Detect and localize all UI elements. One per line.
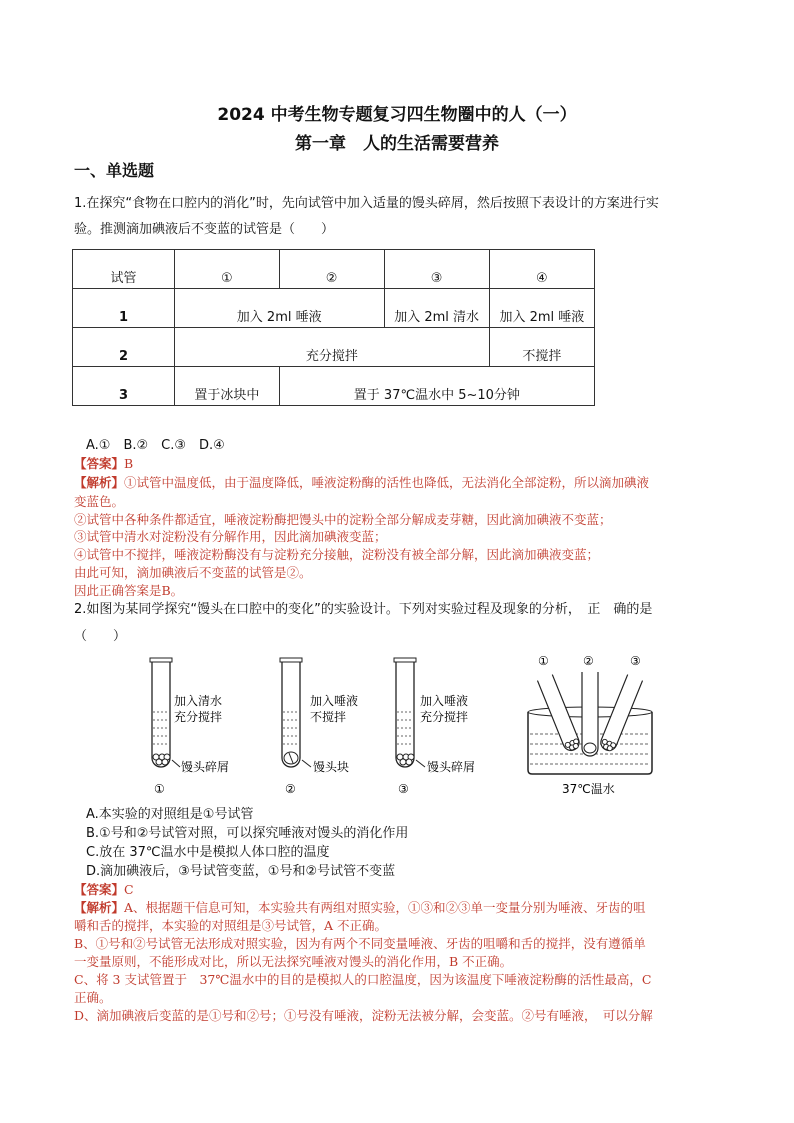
q1-stem-line1: 1.在探究“食物在口腔内的消化”时，先向试管中加入适量的馒头碎屑，然后按照下表设计的方案进行实 xyxy=(74,196,659,211)
q2-experiment-figure xyxy=(130,650,670,800)
bath-number-2: ② xyxy=(583,654,594,668)
tube2-label-2: 不搅拌 xyxy=(310,710,347,724)
tube3-label-2: 充分搅拌 xyxy=(420,710,469,724)
q2-analysis-line: B、①号和②号试管无法形成对照实验，因为有两个不同变量唾液、牙齿的咀嚼和舌的搅拌，没有遵循单 xyxy=(74,936,646,951)
table-cell: 不搅拌 xyxy=(489,328,594,367)
q2-stem-line1: 2.如图为某同学探究“馒头在口腔中的变化”的实验设计。下列对实验过程及现象的分析， 正 确的是 xyxy=(74,602,653,617)
q2-option-b: B.①号和②号试管对照，可以探究唾液对馒头的消化作用 xyxy=(86,826,409,841)
table-cell: 1 xyxy=(73,289,175,328)
test-tube-3 xyxy=(394,658,475,796)
tube1-label-2: 充分搅拌 xyxy=(174,710,223,724)
table-cell: 加入 2ml 唾液 xyxy=(489,289,594,328)
q2-analysis-line: D、滴加碘液后变蓝的是①号和②号；①号没有唾液，淀粉无法被分解，会变蓝。②号有唾液， 可以分解 xyxy=(74,1008,653,1023)
section-heading: 一、单选题 xyxy=(74,161,155,180)
table-cell: 置于 37℃温水中 5~10分钟 xyxy=(279,367,594,406)
q2-analysis-line: C、将 3 支试管置于 37℃温水中的目的是模拟人的口腔温度，因为该温度下唾液淀粉酶的活性最高，C xyxy=(74,972,652,987)
water-bath xyxy=(528,654,652,796)
answer-label: 【答案】 xyxy=(74,882,125,897)
q1-options: A.① B.② C.③ D.④ xyxy=(86,438,225,453)
tube1-number: ① xyxy=(154,782,165,796)
test-tube-1 xyxy=(150,658,229,796)
q2-analysis-line: 嚼和舌的搅拌，本实验的对照组是③号试管，A 不正确。 xyxy=(74,918,388,933)
tube1-label-1: 加入清水 xyxy=(174,694,223,708)
q1-analysis-line: ③试管中清水对淀粉没有分解作用，因此滴加碘液变蓝； xyxy=(74,529,387,544)
q2-analysis-line: 一变量原则，不能形成对比，所以无法探究唾液对馒头的消化作用，B 不正确。 xyxy=(74,954,513,969)
q1-analysis-line: 因此正确答案是B。 xyxy=(74,583,184,598)
q2-option-a: A.本实验的对照组是①号试管 xyxy=(86,807,254,822)
q1-analysis-line: ②试管中各种条件都适宜，唾液淀粉酶把馒头中的淀粉全部分解成麦芽糖，因此滴加碘液不变蓝； xyxy=(74,512,612,527)
bath-number-3: ③ xyxy=(630,654,641,668)
q1-answer: B xyxy=(124,456,134,471)
analysis-label: 【解析】 xyxy=(74,900,125,915)
tube3-number: ③ xyxy=(398,782,409,796)
q1-experiment-table xyxy=(72,249,595,406)
table-header: ③ xyxy=(384,250,489,289)
analysis-label: 【解析】 xyxy=(74,475,125,490)
q2-stem-line2: （ ） xyxy=(74,629,127,644)
table-header: 试管 xyxy=(73,250,175,289)
table-cell: 置于冰块中 xyxy=(174,367,279,406)
tube3-bottom-label: 馒头碎屑 xyxy=(427,760,476,774)
q2-option-c: C.放在 37℃温水中是模拟人体口腔的温度 xyxy=(86,845,330,860)
tube2-number: ② xyxy=(285,782,296,796)
q1-analysis-line: 由此可知，滴加碘液后不变蓝的试管是②。 xyxy=(74,565,312,580)
table-header: ④ xyxy=(489,250,594,289)
table-header: ② xyxy=(279,250,384,289)
answer-label: 【答案】 xyxy=(74,456,125,471)
q1-analysis-line: 变蓝色。 xyxy=(74,494,125,509)
q1-stem-line2: 验。推测滴加碘液后不变蓝的试管是（ ） xyxy=(74,222,335,237)
table-cell: 充分搅拌 xyxy=(174,328,489,367)
table-header: ① xyxy=(174,250,279,289)
tube3-label-1: 加入唾液 xyxy=(420,694,469,708)
bath-number-1: ① xyxy=(538,654,549,668)
q1-analysis-line: ④试管中不搅拌，唾液淀粉酶没有与淀粉充分接触，淀粉没有被全部分解，因此滴加碘液变蓝； xyxy=(74,547,600,562)
table-cell: 3 xyxy=(73,367,175,406)
q2-option-d: D.滴加碘液后，③号试管变蓝，①号和②号试管不变蓝 xyxy=(86,864,396,879)
table-cell: 2 xyxy=(73,328,175,367)
q2-answer: C xyxy=(124,882,134,897)
test-tube-2 xyxy=(280,658,358,796)
table-cell: 加入 2ml 唾液 xyxy=(174,289,384,328)
tube1-bottom-label: 馒头碎屑 xyxy=(181,760,230,774)
q1-analysis-line: ①试管中温度低，由于温度降低，唾液淀粉酶的活性也降低，无法消化全部淀粉，所以滴加碘液 xyxy=(124,475,650,490)
tube2-label-1: 加入唾液 xyxy=(310,694,359,708)
bath-label: 37℃温水 xyxy=(562,782,615,796)
doc-title-line2: 第一章 人的生活需要营养 xyxy=(295,134,499,154)
q2-analysis-line: 正确。 xyxy=(74,990,112,1005)
tube2-bottom-label: 馒头块 xyxy=(313,760,350,774)
doc-title-line1: 2024 中考生物专题复习四生物圈中的人（一） xyxy=(217,105,577,125)
q2-analysis-line: A、根据题干信息可知，本实验共有两组对照实验，①③和②③单一变量分别为唾液、牙齿的咀 xyxy=(124,900,646,915)
table-cell: 加入 2ml 清水 xyxy=(384,289,489,328)
